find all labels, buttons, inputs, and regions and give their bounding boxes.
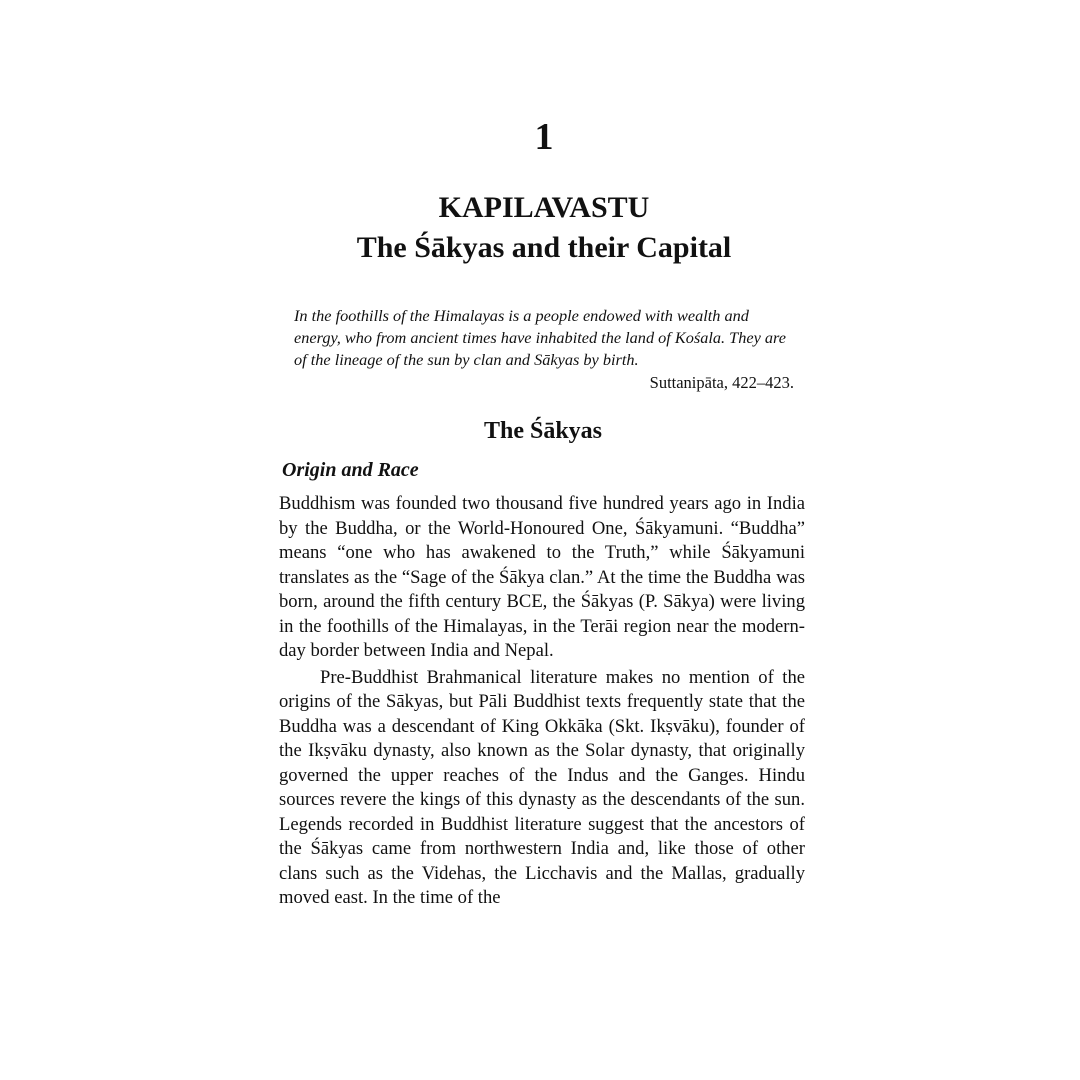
subsection-heading: Origin and Race (282, 459, 419, 481)
chapter-title-main: KAPILAVASTU (438, 191, 650, 224)
body-text (279, 492, 805, 911)
section-heading: The Śākyas (483, 418, 603, 444)
chapter-title-subtitle: The Śākyas and their Capital (356, 231, 732, 264)
paragraph: Buddhism was founded two thousand five hundred years ago in India by the Buddha, or the World-Honoured One, Śākyamuni. “Buddha” means “one who has awakened to the Truth,” while Śākyamuni translates as the “Sage of the Śākya clan.” At the time the Buddha was born, around the fifth century BCE, the Śākyas (P. Sākya) were living in the foothills of the Himalayas, in the Terāi region near the modern-day border between India and Nepal. (279, 493, 805, 661)
epigraph-source: Suttanipāta, 422–423. (649, 373, 794, 392)
epigraph-quote: In the foothills of the Himalayas is a people endowed with wealth and energy, who from ancient times have inhabited the land of Kośala. They are of the lineage of the sun by clan and Sākyas by birth. (294, 306, 786, 369)
paragraph: Pre-Buddhist Brahmanical literature makes no mention of the origins of the Sākyas, but Pāli Buddhist texts frequently state that the Buddha was a descendant of King Okkāka (Skt. Ikṣvāku), founder of the Ikṣvāku dynasty, also known as the Solar dynasty, that originally governed the upper reaches of the Indus and the Ganges. Hindu sources revere the kings of this dynasty as the descendants of the sun. Legends recorded in Buddhist literature suggest that the ancestors of the Śākyas came from northwestern India and, like those of other clans such as the Videhas, the Licchavis and the Mallas, gradually moved east. In the time of the (279, 666, 805, 908)
chapter-number: 1 (534, 116, 554, 158)
chapter-title (0, 188, 1080, 268)
